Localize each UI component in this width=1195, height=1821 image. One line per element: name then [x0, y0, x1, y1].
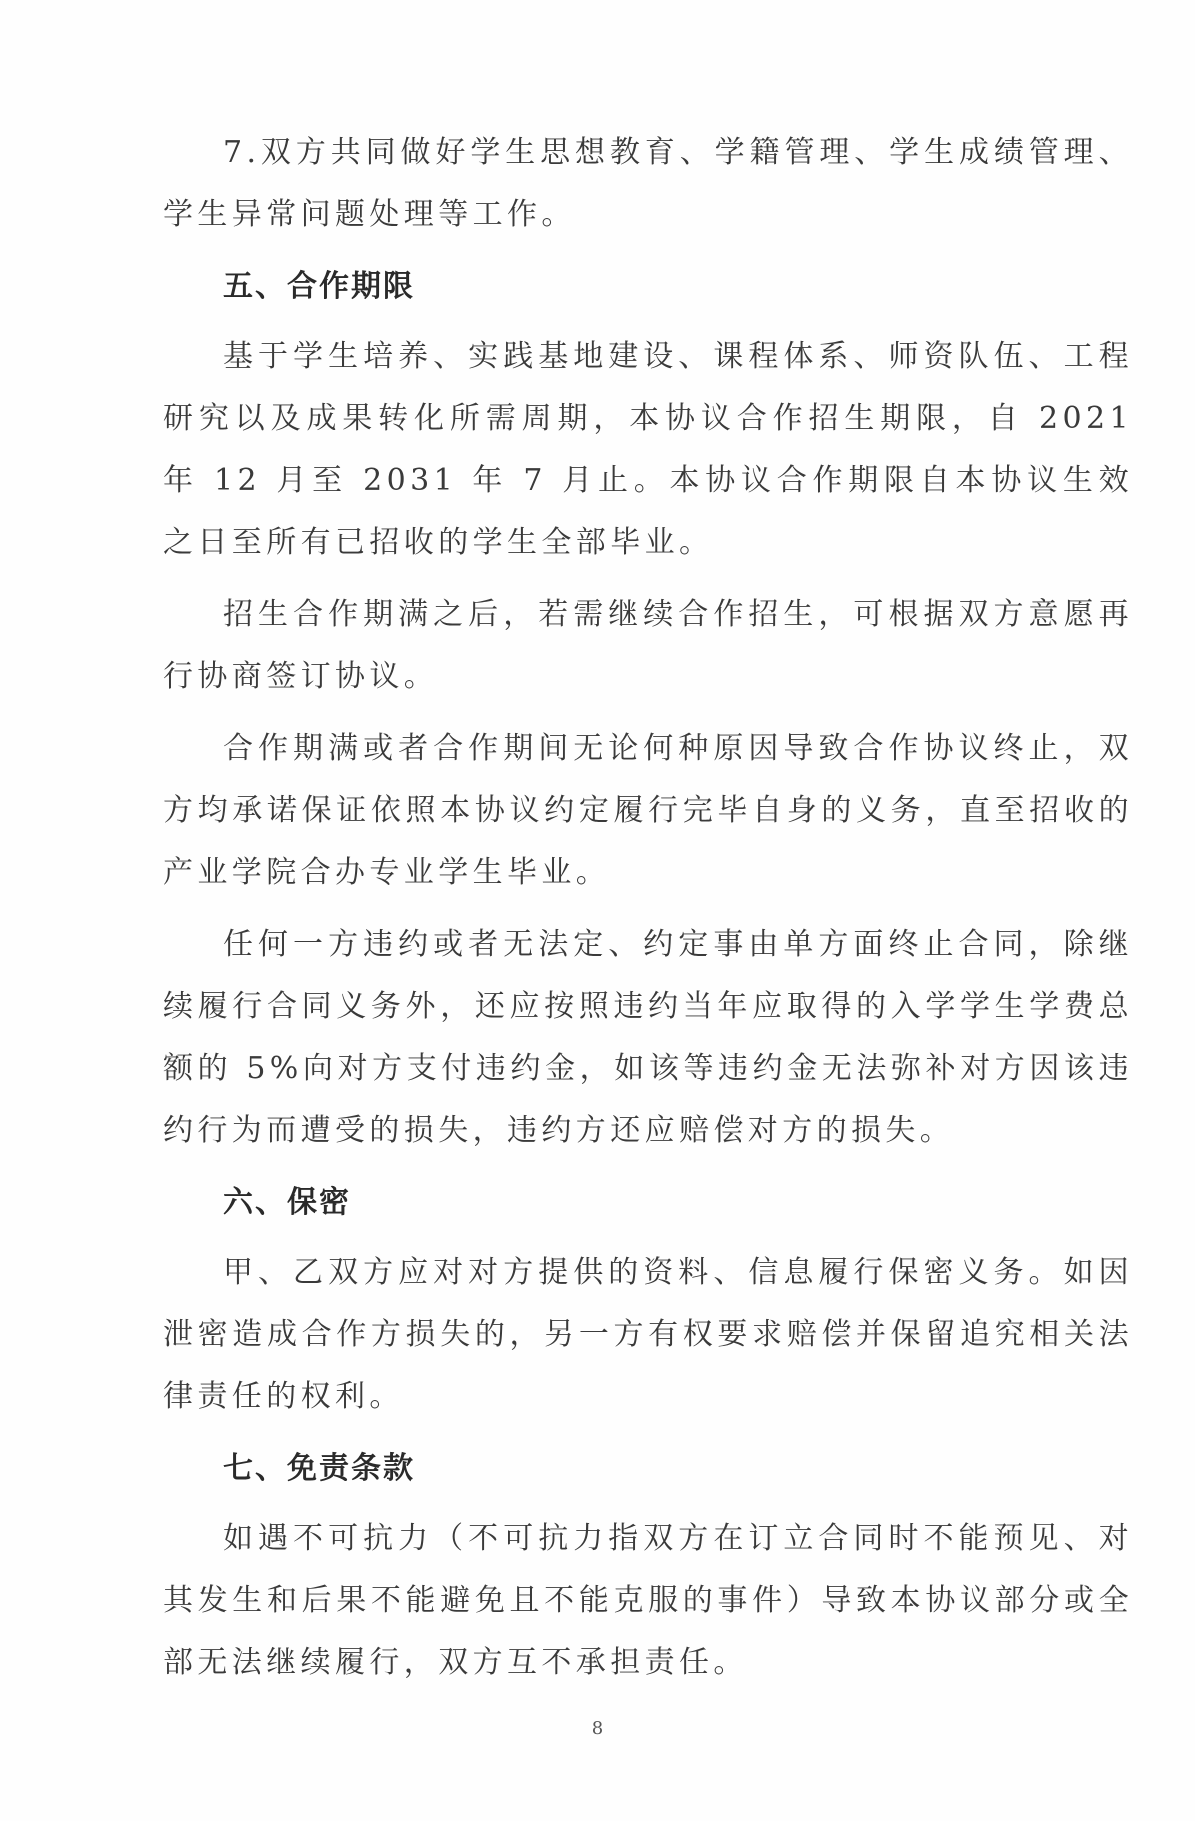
- document-body: [163, 122, 1133, 1704]
- paragraph-termination: 合作期满或者合作期间无论何种原因导致合作协议终止，双方均承诺保证依照本协议约定履行完毕自身的义务，直至招收的产业学院合办专业学生毕业。: [163, 731, 1133, 890]
- paragraph-term-period: 基于学生培养、实践基地建设、课程体系、师资队伍、工程研究以及成果转化所需周期，本协议合作招生期限，自 2021 年 12 月至 2031 年 7 月止。本协议合作期限自本协议生效之日至所有已招收的学生全部毕业。: [163, 339, 1133, 560]
- section-heading-confidentiality: 六、保密: [223, 1185, 351, 1220]
- paragraph-breach: 任何一方违约或者无法定、约定事由单方面终止合同，除继续履行合同义务外，还应按照违约当年应取得的入学学生学费总额的 5%向对方支付违约金，如该等违约金无法弥补对方因该违约行为而遭受的损失，违约方还应赔偿对方的损失。: [163, 927, 1133, 1148]
- paragraph-confidentiality: 甲、乙双方应对对方提供的资料、信息履行保密义务。如因泄密造成合作方损失的，另一方有权要求赔偿并保留追究相关法律责任的权利。: [163, 1255, 1133, 1414]
- paragraph-force-majeure: 如遇不可抗力（不可抗力指双方在订立合同时不能预见、对其发生和后果不能避免且不能克服的事件）导致本协议部分或全部无法继续履行，双方互不承担责任。: [163, 1521, 1133, 1680]
- section-heading-disclaimer: 七、免责条款: [223, 1451, 415, 1486]
- page-number: 8: [591, 1718, 604, 1739]
- section-heading-term: 五、合作期限: [223, 269, 415, 304]
- paragraph-renewal: 招生合作期满之后，若需继续合作招生，可根据双方意愿再行协商签订协议。: [163, 597, 1133, 694]
- paragraph-7: 7.双方共同做好学生思想教育、学籍管理、学生成绩管理、学生异常问题处理等工作。: [163, 135, 1133, 232]
